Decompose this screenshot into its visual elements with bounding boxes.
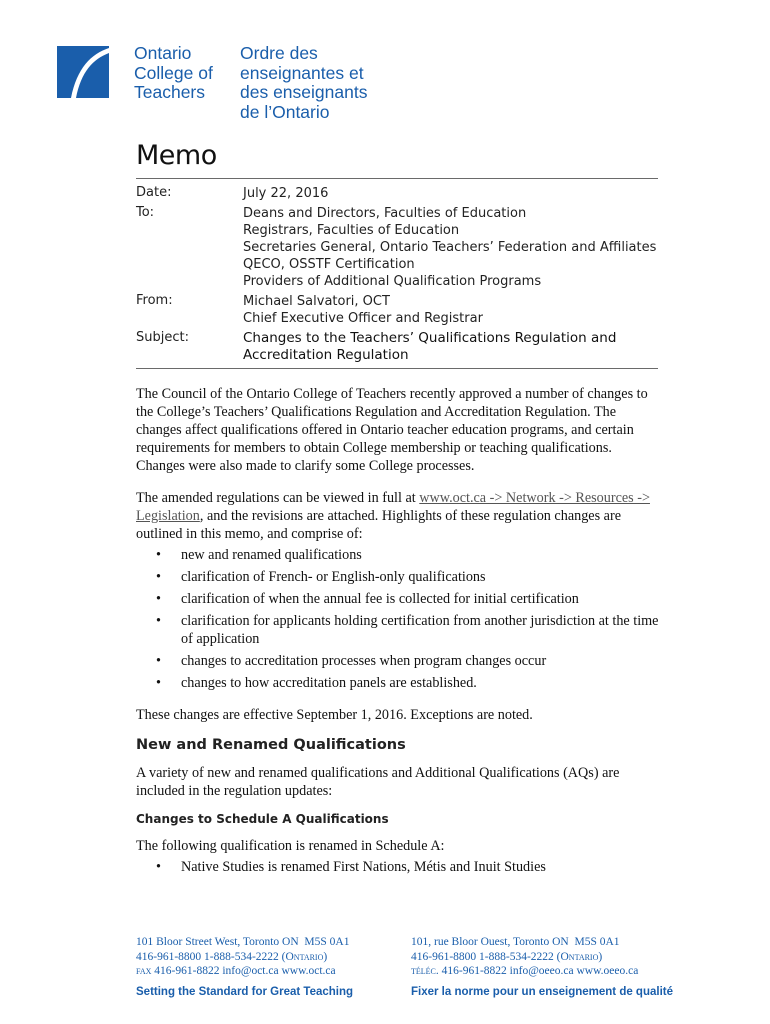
para2-text-after: , and the revisions are attached. Highlights of these regulation changes are outlined in this memo, and comprise of: — [136, 508, 621, 542]
recipient: Deans and Directors, Faculties of Education — [243, 206, 527, 221]
list-item — [136, 858, 662, 876]
subject-line: Accreditation Regulation — [243, 347, 409, 363]
bullet-icon: • — [156, 653, 161, 669]
phone-province: Ontario — [560, 950, 599, 963]
bullet-icon: • — [156, 675, 161, 691]
bottom-divider — [136, 368, 658, 369]
org-name-english — [134, 44, 213, 103]
sender-line: Chief Executive Officer and Registrar — [243, 311, 483, 326]
list-item — [136, 652, 662, 670]
address-street: 101 Bloor Street West, Toronto ON — [136, 936, 299, 948]
fax-email-web: 416-961-8822 info@oeeo.ca www.oeeo.ca — [438, 965, 639, 977]
subject-label: Subject: — [136, 330, 189, 345]
list-item — [136, 568, 662, 586]
recipient: Secretaries General, Ontario Teachers’ Federation and Affiliates — [243, 240, 657, 255]
bullet-icon: • — [156, 569, 161, 585]
fax-label: fax — [136, 965, 152, 977]
list-item-text: new and renamed qualifications — [181, 547, 362, 563]
date-value: July 22, 2016 — [243, 186, 329, 201]
date-label: Date: — [136, 185, 172, 200]
phone-province: Ontario — [285, 950, 324, 963]
bullet-icon: • — [156, 547, 161, 563]
list-item-text: changes to how accreditation panels are established. — [181, 675, 477, 691]
phone-numbers: 416-961-8800 1-888-534-2222 ( — [411, 950, 561, 963]
address-postal-code: M5S 0A1 — [304, 936, 350, 948]
tagline-english: Setting the Standard for Great Teaching — [136, 986, 354, 998]
list-item-text: Native Studies is renamed First Nations, Métis and Inuit Studies — [181, 859, 546, 875]
list-item-text: clarification for applicants holding certification from another jurisdiction at the time of application — [181, 613, 659, 647]
phone-close: ) — [598, 950, 603, 963]
list-item-text: clarification of when the annual fee is collected for initial certification — [181, 591, 579, 607]
college-logo-icon — [57, 46, 109, 98]
fax-email-web: 416-961-8822 info@oct.ca www.oct.ca — [151, 965, 336, 977]
org-name-en-line: College of — [134, 62, 213, 83]
from-label: From: — [136, 293, 173, 308]
schedule-a-list — [136, 858, 662, 880]
org-name-en-line: Ontario — [134, 43, 192, 63]
address-postal-code: M5S 0A1 — [574, 936, 620, 948]
list-item — [136, 674, 662, 692]
org-name-french — [240, 44, 367, 122]
org-name-fr-line: Ordre des — [240, 43, 318, 63]
schedule-a-paragraph: The following qualification is renamed in Schedule A: — [136, 838, 445, 854]
from-sender — [243, 293, 483, 327]
list-item — [136, 546, 662, 564]
org-name-fr-line: des enseignants — [240, 82, 368, 103]
effective-date-paragraph: These changes are effective September 1, 2016. Exceptions are noted. — [136, 707, 533, 723]
fax-label: téléc. — [411, 965, 439, 977]
phone-close: ) — [323, 950, 328, 963]
list-item — [136, 590, 662, 608]
regulations-paragraph — [136, 489, 662, 543]
intro-paragraph: The Council of the Ontario College of Teachers recently approved a number of changes to the College’s Teachers’ Qualifications Regulation and Accreditation Regulation. The changes affect qualifications offered in Ontario teacher education programs, and certain requirements for members to obtain College membership or teaching qualifications. Changes were also made to clarify some College processes. — [136, 386, 648, 474]
org-name-fr-line: enseignantes et — [240, 62, 364, 83]
recipient: QECO, OSSTF Certification — [243, 257, 415, 272]
footer-address-english — [136, 935, 349, 979]
recipient: Registrars, Faculties of Education — [243, 223, 460, 238]
footer-address-french — [411, 935, 638, 979]
top-divider — [136, 178, 658, 179]
list-item — [136, 612, 662, 648]
highlights-list — [136, 546, 662, 696]
org-name-fr-line: de l’Ontario — [240, 101, 330, 122]
subject-line: Changes to the Teachers’ Qualifications Regulation and — [243, 330, 617, 346]
section-heading: New and Renamed Qualifications — [136, 737, 406, 753]
to-label: To: — [136, 205, 155, 220]
recipient: Providers of Additional Qualification Programs — [243, 274, 542, 289]
para2-text-before: The amended regulations can be viewed in full at — [136, 490, 420, 506]
memo-title: Memo — [136, 140, 217, 171]
qualifications-paragraph: A variety of new and renamed qualifications and Additional Qualifications (AQs) are included in the regulation updates: — [136, 765, 620, 799]
tagline-french: Fixer la norme pour un enseignement de qualité — [411, 986, 673, 998]
address-street: 101, rue Bloor Ouest, Toronto ON — [411, 936, 569, 948]
subsection-heading: Changes to Schedule A Qualifications — [136, 812, 389, 826]
subject-value — [243, 330, 616, 364]
list-item-text: clarification of French- or English-only qualifications — [181, 569, 486, 585]
legislation-link[interactable]: www.oct.ca -> Network -> Resources -> Legislation — [136, 490, 650, 524]
bullet-icon: • — [156, 613, 161, 629]
phone-numbers: 416-961-8800 1-888-534-2222 ( — [136, 950, 286, 963]
to-recipients — [243, 205, 656, 290]
bullet-icon: • — [156, 591, 161, 607]
org-name-en-line: Teachers — [134, 82, 206, 103]
bullet-icon: • — [156, 859, 161, 875]
list-item-text: changes to accreditation processes when program changes occur — [181, 653, 547, 669]
sender-line: Michael Salvatori, OCT — [243, 294, 390, 309]
